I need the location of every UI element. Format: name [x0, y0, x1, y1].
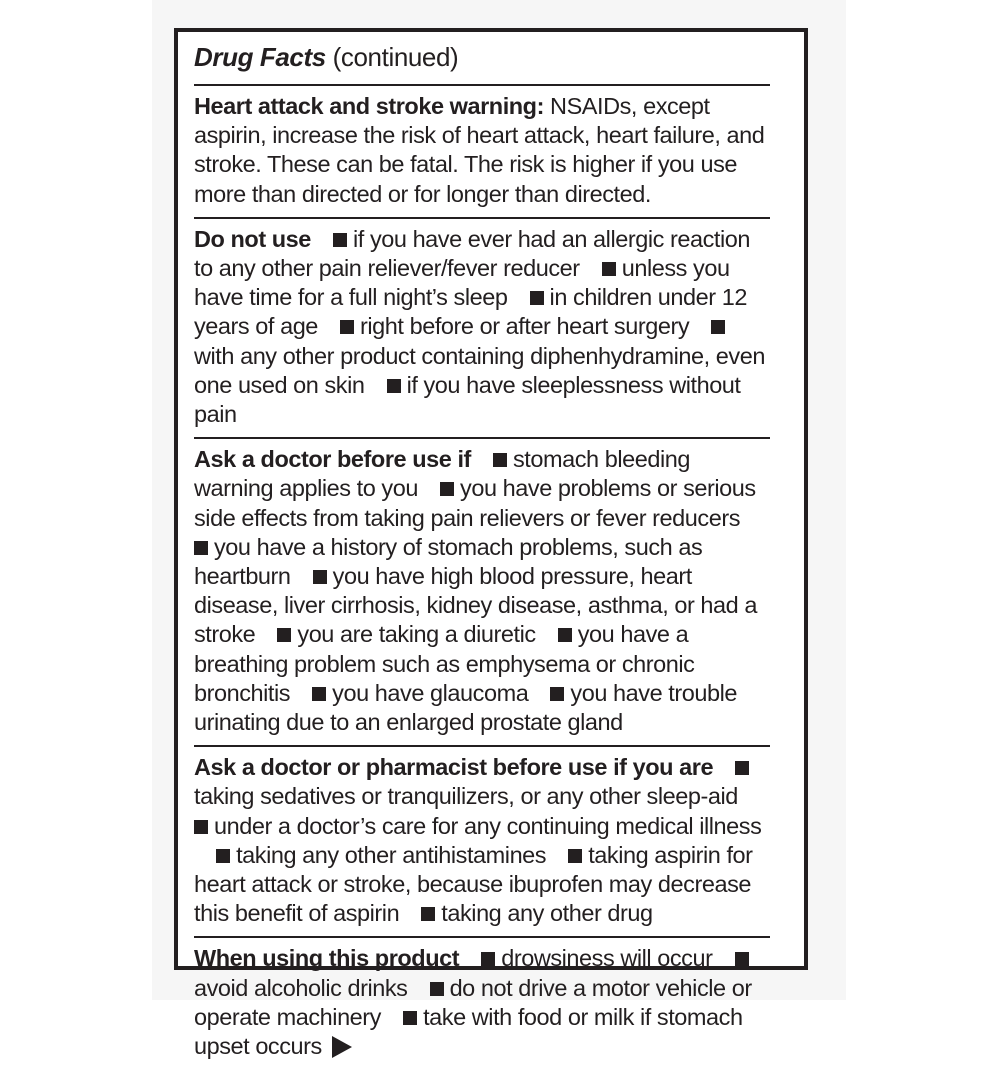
list-item: drowsiness will occur	[501, 945, 713, 972]
list-item: in children under 12 years of age	[194, 284, 747, 340]
list-item: under a doctor’s care for any continuing medical illness	[214, 812, 762, 839]
bullet-square-icon	[403, 1011, 417, 1025]
continue-arrow-icon	[332, 1036, 352, 1058]
list-item: you have glaucoma	[332, 679, 529, 706]
bullet-square-icon	[312, 687, 326, 701]
do-not-use-section	[194, 219, 770, 439]
ask-doctor-section	[194, 439, 770, 747]
bullet-square-icon	[333, 233, 347, 247]
bullet-square-icon	[602, 262, 616, 276]
ask-doctor-heading: Ask a doctor before use if	[194, 446, 471, 473]
list-item: taking aspirin for heart attack or stroke, because ibuprofen may decrease this benefit of aspirin	[194, 841, 753, 927]
list-item: if you have sleeplessness without pain	[194, 371, 741, 428]
bullet-square-icon	[340, 320, 354, 334]
list-item: you have high blood pressure, heart disease, liver cirrhosis, kidney disease, asthma, or had a stroke	[194, 563, 757, 648]
bullet-square-icon	[440, 482, 454, 496]
list-item: taking sedatives or tranquilizers, or any other sleep-aid	[194, 783, 738, 810]
heart-warning-text: NSAIDs, except aspirin, increase the risk of heart attack, heart failure, and stroke. These can be fatal. The risk is higher if you use more than directed or for longer than directed.	[194, 93, 765, 207]
list-item: stomach bleeding warning applies to you	[194, 446, 691, 502]
list-item: if you have ever had an allergic reaction to any other pain reliever/fever reducer	[194, 225, 750, 282]
list-item: take with food or milk if stomach upset occurs	[194, 1003, 743, 1060]
heart-warning-heading: Heart attack and stroke warning:	[194, 93, 544, 119]
bullet-square-icon	[313, 570, 327, 584]
bullet-square-icon	[194, 820, 208, 834]
heart-warning-section	[194, 86, 770, 219]
bullet-square-icon	[194, 541, 208, 555]
bullet-square-icon	[568, 849, 582, 863]
list-item: you are taking a diuretic	[297, 621, 536, 648]
bullet-square-icon	[430, 982, 444, 996]
bullet-square-icon	[216, 849, 230, 863]
list-item: you have a history of stomach problems, such as heartburn	[194, 533, 703, 590]
list-item: right before or after heart surgery	[360, 313, 690, 340]
bullet-square-icon	[550, 687, 564, 701]
list-item: you have trouble urinating due to an enlarged prostate gland	[194, 679, 737, 736]
bullet-square-icon	[735, 761, 749, 775]
ask-pharmacist-heading: Ask a doctor or pharmacist before use if you are	[194, 754, 714, 781]
list-item: unless you have time for a full night’s sleep	[194, 255, 730, 311]
bullet-square-icon	[421, 907, 435, 921]
when-using-section	[194, 938, 770, 1069]
bullet-square-icon	[530, 291, 544, 305]
title-rest: (continued)	[325, 42, 459, 72]
list-item: avoid alcoholic drinks	[194, 974, 408, 1001]
list-item: you have problems or serious side effects from taking pain relievers or fever reducers	[194, 475, 756, 531]
bullet-square-icon	[711, 320, 725, 334]
when-using-heading: When using this product	[194, 945, 460, 972]
do-not-use-heading: Do not use	[194, 225, 311, 252]
drug-facts-content	[194, 40, 770, 1069]
bullet-square-icon	[558, 628, 572, 642]
list-item: do not drive a motor vehicle or operate machinery	[194, 974, 752, 1030]
bullet-square-icon	[277, 628, 291, 642]
bullet-square-icon	[493, 453, 507, 467]
drug-facts-panel	[174, 28, 808, 1060]
list-item: you have a breathing problem such as emphysema or chronic bronchitis	[194, 621, 695, 706]
title-bold: Drug Facts	[194, 42, 326, 72]
list-item: taking any other drug	[441, 900, 653, 927]
panel-title	[194, 40, 770, 86]
list-item: taking any other antihistamines	[236, 841, 547, 868]
ask-pharmacist-section	[194, 747, 770, 938]
bullet-square-icon	[481, 952, 495, 966]
list-item: with any other product containing diphenhydramine, even one used on skin	[194, 342, 765, 398]
bullet-square-icon	[735, 952, 749, 966]
bullet-square-icon	[387, 379, 401, 393]
